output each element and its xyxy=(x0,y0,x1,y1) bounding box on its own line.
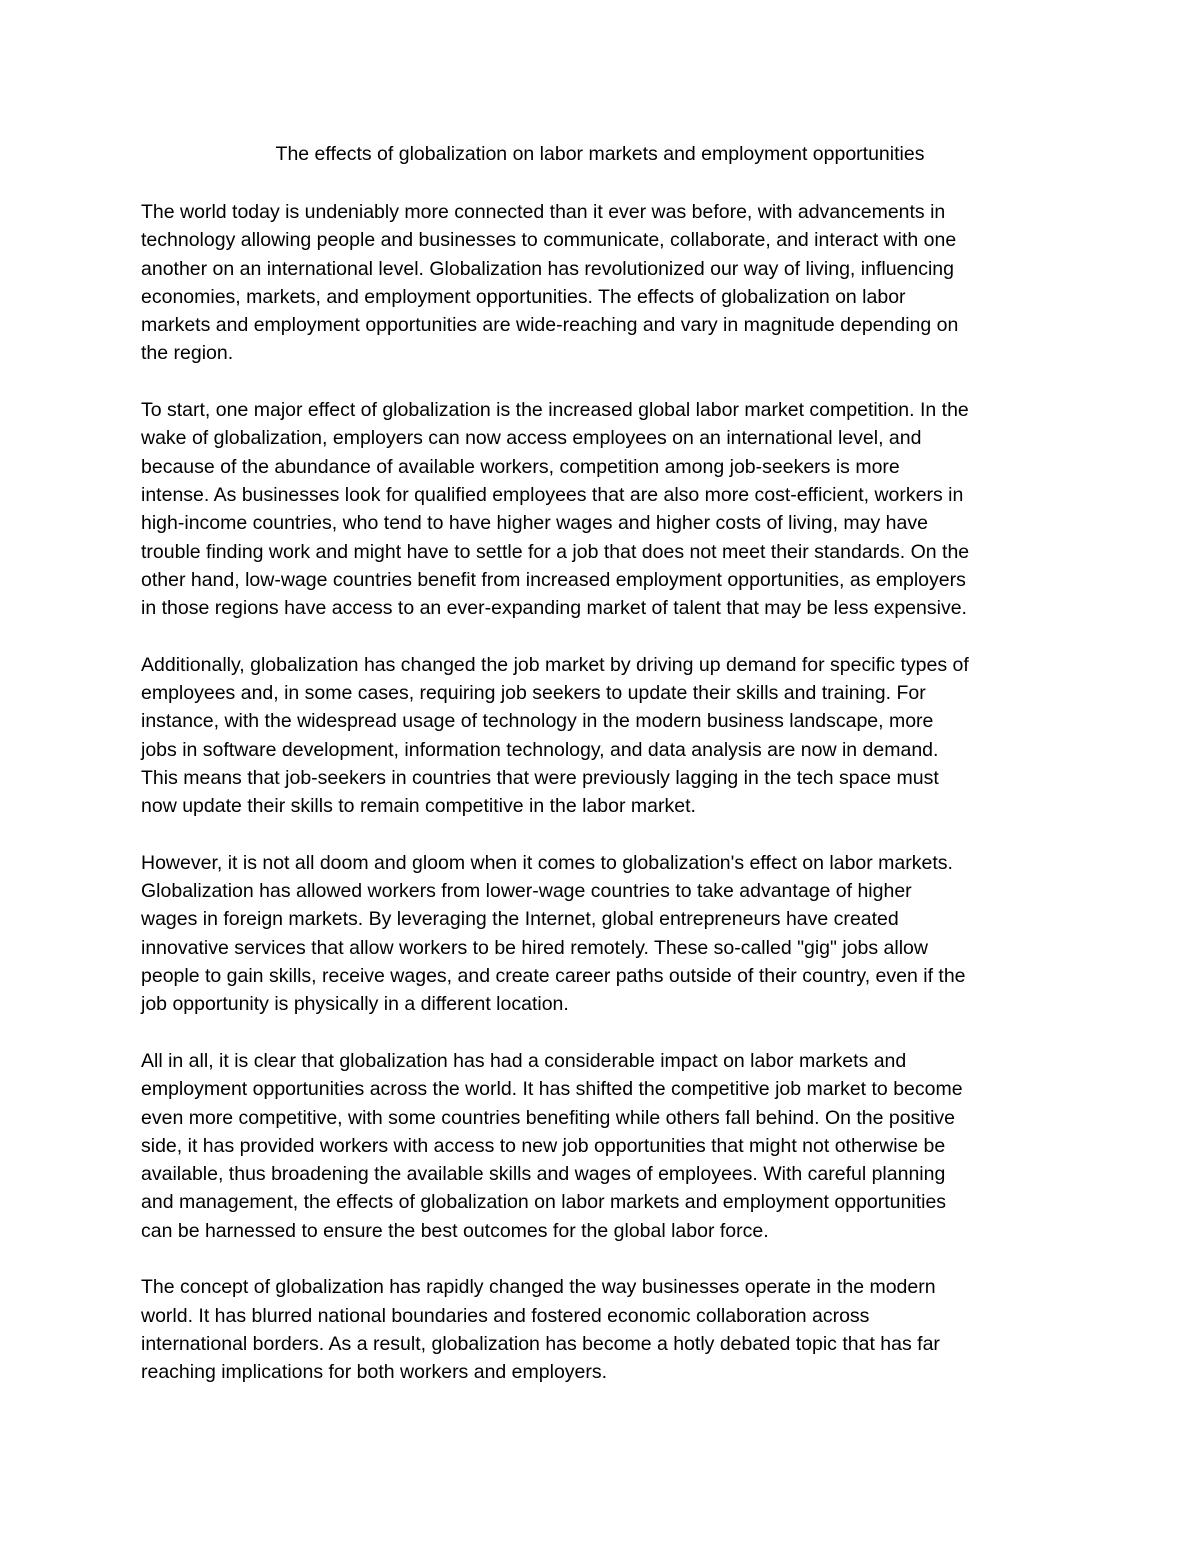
paragraph-line: side, it has provided workers with access to new job opportunities that might not otherwise be xyxy=(141,1134,946,1157)
paragraph-line: in those regions have access to an ever-expanding market of talent that may be less expensive. xyxy=(141,597,967,620)
paragraph-line: world. It has blurred national boundaries and fostered economic collaboration across xyxy=(141,1304,870,1327)
paragraph-line: The concept of globalization has rapidly changed the way businesses operate in the modern xyxy=(141,1276,936,1299)
paragraph-line: economies, markets, and employment opportunities. The effects of globalization on labor xyxy=(141,285,906,308)
paragraph-line: This means that job-seekers in countries that were previously lagging in the tech space must xyxy=(141,766,939,789)
paragraph-line: Additionally, globalization has changed the job market by driving up demand for specific types of xyxy=(141,653,969,676)
paragraph-1 xyxy=(141,198,1071,368)
paragraph-line: intense. As businesses look for qualified employees that are also more cost-efficient, workers in xyxy=(141,483,964,506)
document-title: The effects of globalization on labor markets and employment opportunities xyxy=(275,143,925,165)
paragraph-line: innovative services that allow workers to be hired remotely. These so-called "gig" jobs allow xyxy=(141,936,928,959)
paragraph-line: employment opportunities across the world. It has shifted the competitive job market to become xyxy=(141,1078,963,1101)
document-body xyxy=(141,198,1071,1415)
paragraph-line: job opportunity is physically in a different location. xyxy=(141,993,569,1016)
paragraph-line: All in all, it is clear that globalization has had a considerable impact on labor markets and xyxy=(141,1049,907,1072)
paragraph-line: now update their skills to remain competitive in the labor market. xyxy=(141,795,696,818)
paragraph-line: can be harnessed to ensure the best outcomes for the global labor force. xyxy=(141,1219,769,1242)
paragraph-3 xyxy=(141,651,1071,821)
paragraph-line: because of the abundance of available workers, competition among job-seekers is more xyxy=(141,455,900,478)
paragraph-line: trouble finding work and might have to settle for a job that does not meet their standards. On the xyxy=(141,540,970,563)
paragraph-5 xyxy=(141,1047,1071,1245)
paragraph-2 xyxy=(141,396,1071,622)
paragraph-line: international borders. As a result, globalization has become a hotly debated topic that has far xyxy=(141,1332,940,1355)
paragraph-line: wages in foreign markets. By leveraging the Internet, global entrepreneurs have created xyxy=(141,908,899,931)
paragraph-line: available, thus broadening the available skills and wages of employees. With careful planning xyxy=(141,1163,946,1186)
paragraph-6 xyxy=(141,1273,1071,1386)
paragraph-line: even more competitive, with some countries benefiting while others fall behind. On the positive xyxy=(141,1106,956,1129)
paragraph-line: markets and employment opportunities are wide-reaching and vary in magnitude depending on xyxy=(141,314,959,337)
paragraph-line: However, it is not all doom and gloom when it comes to globalization's effect on labor markets. xyxy=(141,851,953,874)
paragraph-line: other hand, low-wage countries benefit from increased employment opportunities, as employers xyxy=(141,568,966,591)
paragraph-line: technology allowing people and businesses to communicate, collaborate, and interact with one xyxy=(141,229,957,252)
paragraph-line: wake of globalization, employers can now access employees on an international level, and xyxy=(141,427,922,450)
paragraph-4 xyxy=(141,849,1071,1019)
paragraph-line: and management, the effects of globalization on labor markets and employment opportunities xyxy=(141,1191,947,1214)
paragraph-line: jobs in software development, information technology, and data analysis are now in demand. xyxy=(141,738,939,761)
paragraph-line: To start, one major effect of globalization is the increased global labor market competition. In the xyxy=(141,399,969,422)
paragraph-line: people to gain skills, receive wages, and create career paths outside of their country, even if the xyxy=(141,965,966,988)
paragraph-line: another on an international level. Globalization has revolutionized our way of living, influencing xyxy=(141,257,955,280)
paragraph-line: Globalization has allowed workers from lower-wage countries to take advantage of higher xyxy=(141,880,912,903)
paragraph-line: The world today is undeniably more connected than it ever was before, with advancements in xyxy=(141,201,946,223)
paragraph-line: the region. xyxy=(141,342,234,365)
paragraph-line: instance, with the widespread usage of technology in the modern business landscape, more xyxy=(141,710,934,733)
paragraph-line: high-income countries, who tend to have higher wages and higher costs of living, may have xyxy=(141,512,928,535)
paragraph-line: employees and, in some cases, requiring job seekers to update their skills and training. For xyxy=(141,682,926,705)
paragraph-line: reaching implications for both workers and employers. xyxy=(141,1361,608,1384)
